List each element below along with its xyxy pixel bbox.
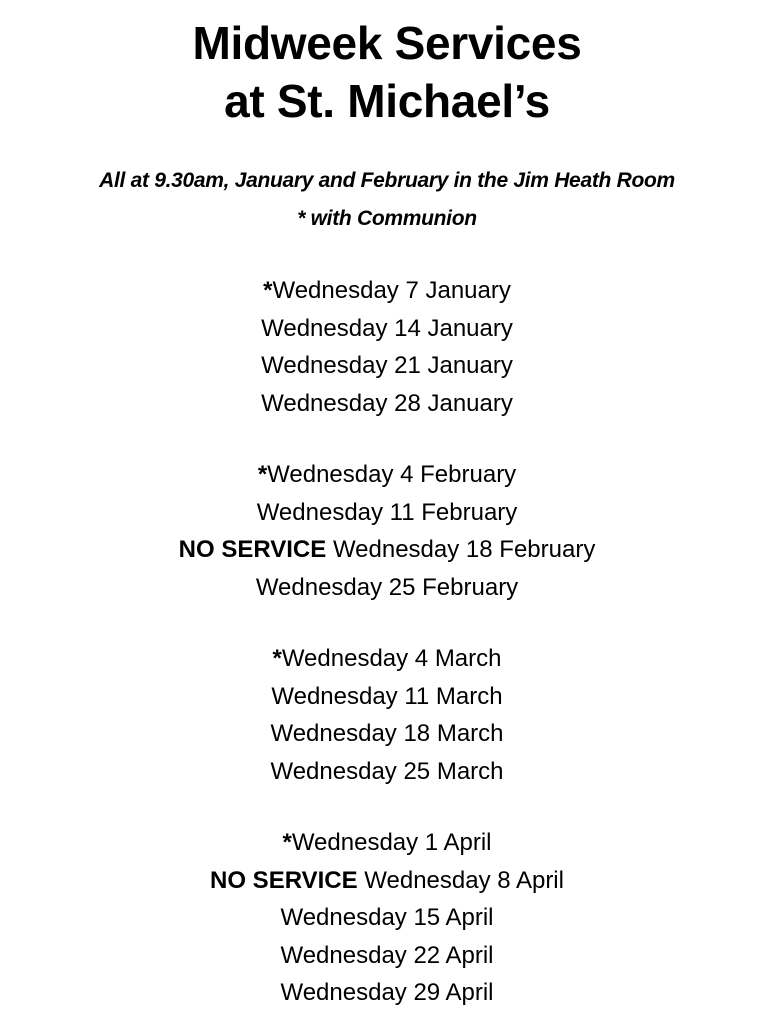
service-date-entry [0,899,774,937]
service-date-entry [0,862,774,900]
service-date-text: Wednesday 22 April [280,941,494,969]
service-date-entry [0,494,774,532]
no-service-label: NO SERVICE [178,536,327,563]
communion-marker: * [257,461,268,488]
service-date-text: Wednesday 14 January [261,314,513,342]
communion-marker: * [272,645,282,672]
service-date-entry [0,974,774,1012]
service-date-entry [0,715,774,753]
title-line-1: Midweek Services [192,17,582,69]
subtitle [0,162,774,238]
month-group-april [0,824,774,1012]
service-date-entry [0,824,774,862]
service-date-text: Wednesday 25 March [270,757,504,785]
service-date-text: Wednesday 1 April [291,829,492,856]
no-service-label: NO SERVICE [210,866,358,894]
service-date-entry [0,937,774,975]
service-date-text: Wednesday 18 February [326,536,596,563]
service-date-entry [0,272,774,310]
service-date-text: Wednesday 11 February [256,498,518,526]
service-date-entry [0,456,774,494]
service-date-text: Wednesday 4 February [267,461,517,488]
subtitle-line-2: * with Communion [297,207,477,230]
service-date-text: Wednesday 18 March [270,720,504,747]
subtitle-line-1: All at 9.30am, January and February in the Jim Heath Room [99,169,675,192]
month-group-february [0,456,774,606]
service-date-entry [0,569,774,607]
service-date-entry [0,753,774,791]
title-line-2: at St. Michael’s [224,75,550,127]
service-date-text: Wednesday 21 January [261,352,513,379]
service-date-text: Wednesday 11 March [271,682,503,710]
service-date-text: Wednesday 7 January [272,277,511,304]
month-group-march [0,640,774,790]
service-date-entry [0,640,774,678]
communion-marker: * [282,829,292,856]
service-date-text: Wednesday 15 April [280,904,494,931]
service-date-entry [0,347,774,385]
service-date-entry [0,385,774,423]
service-date-entry [0,531,774,569]
communion-marker: * [263,277,273,304]
page-title [0,0,774,130]
service-date-text: Wednesday 28 January [261,389,513,417]
service-date-entry [0,678,774,716]
service-date-text: Wednesday 4 March [281,645,502,672]
month-group-january [0,272,774,422]
service-date-text: Wednesday 8 April [357,866,564,894]
service-date-text: Wednesday 25 February [255,573,519,601]
service-date-text: Wednesday 29 April [280,979,494,1006]
service-date-entry [0,310,774,348]
